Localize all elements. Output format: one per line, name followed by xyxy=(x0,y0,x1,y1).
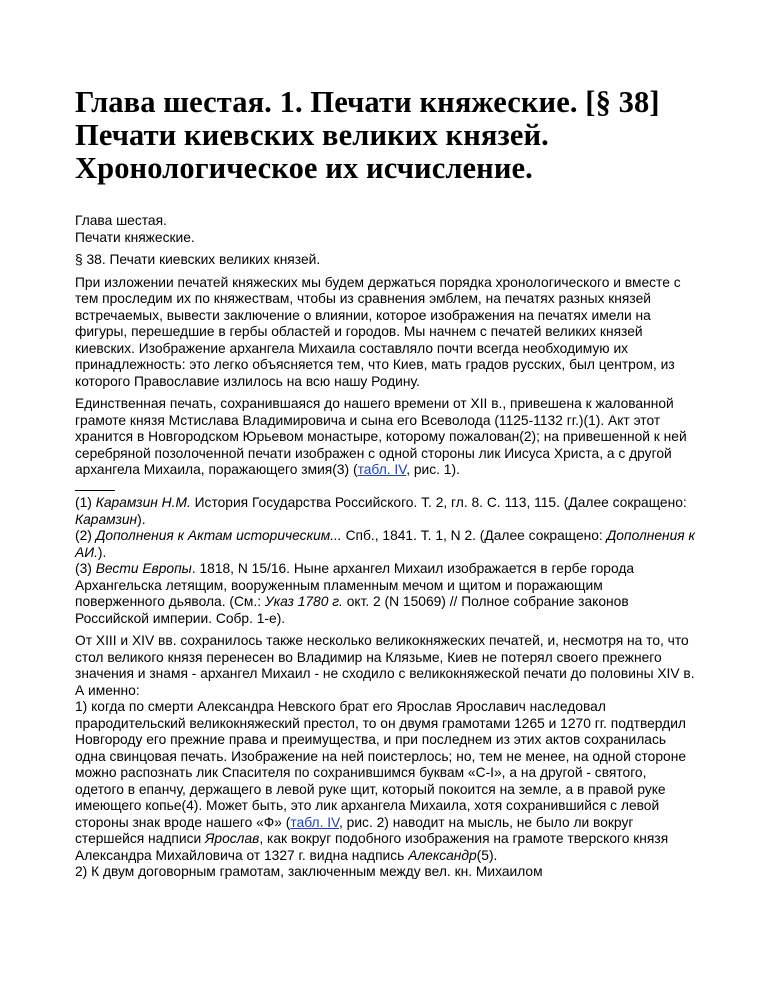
footnote-3 xyxy=(75,561,695,627)
document-page xyxy=(75,0,695,881)
footnote-source: Дополнения к Актам историческим... xyxy=(95,528,342,543)
footnote-number: (1) xyxy=(75,495,96,510)
table-link[interactable]: табл. IV xyxy=(290,814,340,830)
footnote-text: окт. 2 (N 15069) // Полное собрание законов Российской империи. Собр. 1-е). xyxy=(75,594,629,626)
footnote-number: (2) xyxy=(75,528,96,543)
section-heading: § 38. Печати киевских великих князей. xyxy=(75,252,321,267)
chapter-subheading: Печати княжеские. xyxy=(75,229,195,245)
footnote-text: ). xyxy=(97,544,107,560)
inscription-name: Ярослав xyxy=(205,831,260,846)
list-item-1 xyxy=(75,699,695,864)
paragraph-13-14-centuries: От XIII и XIV вв. сохранилось также несколько великокняжеских печатей, и, несмотря на то, что стол великого князя перенесен во Владимир на Клязьме, Киев не потерял своего прежнего значения и знамя - архангел Михаил - не сходило с великокняжеской печати до половины XIV в. А именно: xyxy=(75,633,695,698)
chapter-heading: Глава шестая. xyxy=(75,213,167,228)
document-body xyxy=(75,213,695,881)
footnote-1 xyxy=(75,495,695,528)
list-item-text: , как вокруг подобного изображения на грамоте тверского князя Александра Михайловича от 1327 г. видна надпись xyxy=(75,831,669,863)
footnote-number: (3) xyxy=(75,561,96,576)
inscription-name: Александр xyxy=(408,847,477,863)
footnote-text: . 1818, N 15/16. Ныне архангел Михаил изображается в гербе города Архангельска летящим, вооруженным пламенным мечом и щитом и поражающим поверженного дьявола. (См.: xyxy=(75,561,635,609)
paragraph-text: , рис. 1). xyxy=(406,462,460,477)
list-item-text: , рис. 2) наводит на мысль, не было ли вокруг стершейся надписи xyxy=(75,814,634,846)
footnote-text: ). xyxy=(137,511,146,527)
paragraph-intro: При изложении печатей княжеских мы будем держаться порядка хронологического и вместе с тем проследим их по княжествам, чтобы из сравнения эмблем, на печатях разных князей встречаемых, вывести заключение о влиянии, которое изображения на печатях имели на фигуры, перешедшие в гербы областей и городов. Мы начнем с печатей великих князей киевских. Изображение архангела Михаила составляло почти всегда необходимую их принадлежность: это легко объясняется тем, что Киев, мать градов русских, был центром, из которого Православие излилось на всю нашу Родину. xyxy=(75,274,681,389)
paragraph-text: Единственная печать, сохранившаяся до нашего времени от XII в., привешена к жалованной грамоте князя Мстислава Владимировича и сына его Всеволода (1125-1132 гг.)(1). Акт этот хранится в Новгородском Юрьевом монастыре, которому пожалован(2); на привешенной к ней серебряной позолоченной печати изображен с одной стороны лик Иисуса Христа, а с другой архангела Михаила, поражающего змия(3) ( xyxy=(75,396,687,477)
list-item-2: 2) К двум договорным грамотам, заключенным между вел. кн. Михаилом xyxy=(75,864,543,879)
list-item-text: 1) когда по смерти Александра Невского брат его Ярослав Ярославич наследовал прародительский великокняжеский престол, то он двумя грамотами 1265 и 1270 гг. подтвердил Новгороду его прежние права и преимущества, и при последнем из этих актов сохранилась одна свинцовая печать. Изображение на ней поистерлось; но, тем не менее, на одной стороне можно распознать лик Спасителя по сохранившимся буквам «C-I», а на другой - святого, одетого в епанчу, держащего в левой руке щит, который покоится на земле, а в правой руке имеющего копье(4). Может быть, это лик архангела Михаила, хотя сохранившийся с левой стороны знак вроде нашего «Ф» ( xyxy=(75,699,686,830)
footnote-abbrev: Карамзин xyxy=(75,511,138,527)
footnote-text: Спб., 1841. Т. 1, N 2. (Далее сокращено: xyxy=(341,528,607,543)
paragraph-seal xyxy=(75,396,695,479)
table-link[interactable]: табл. IV xyxy=(357,462,407,477)
page-title: Глава шестая. 1. Печати княжеские. [§ 38] Печати киевских великих князей. Хронологическое их исчисление. xyxy=(75,85,660,185)
list-item-text: (5). xyxy=(476,847,498,863)
footnote-author: Карамзин Н.М. xyxy=(95,495,191,510)
footnote-2 xyxy=(75,528,695,561)
footnote-text: История Государства Российского. Т. 2, гл. 8. С. 113, 115. (Далее сокращено: xyxy=(190,495,687,510)
footnote-abbrev: Дополнения к АИ. xyxy=(75,528,695,560)
footnote-separator xyxy=(75,479,695,496)
footnote-source: Вести Европы xyxy=(95,561,192,576)
footnote-source: Указ 1780 г. xyxy=(264,594,343,609)
